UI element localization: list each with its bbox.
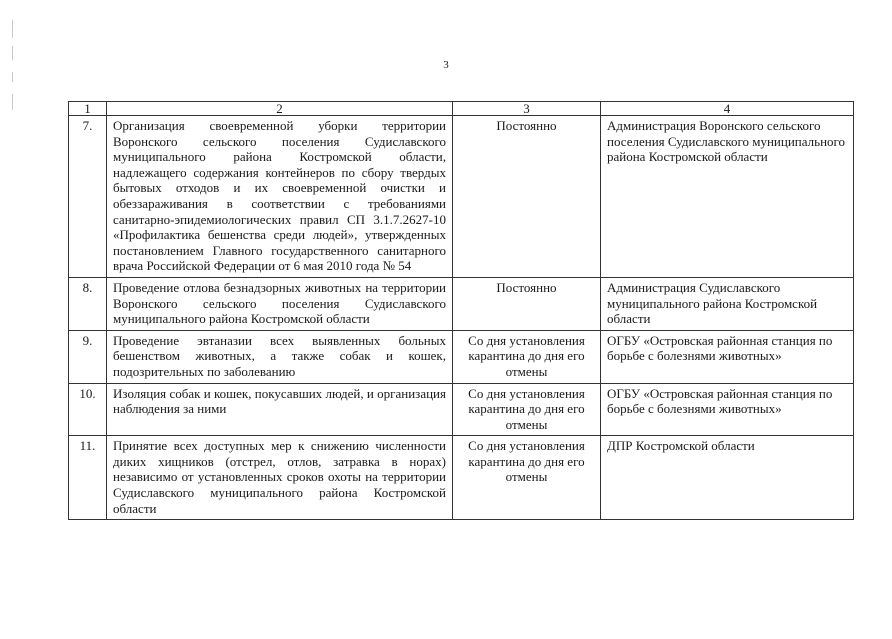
measure-term: Постоянно (453, 116, 601, 278)
column-header: 3 (453, 102, 601, 116)
table-row (69, 383, 854, 436)
table-header-row (69, 102, 854, 116)
measure-responsible: ОГБУ «Островская районная станция по борьбе с болезнями животных» (601, 383, 854, 436)
measure-term: Со дня установления карантина до дня его отмены (453, 436, 601, 520)
row-number: 7. (69, 116, 107, 278)
measure-term: Постоянно (453, 277, 601, 330)
row-number: 11. (69, 436, 107, 520)
measure-responsible: Администрация Судиславского муниципального района Костромской области (601, 277, 854, 330)
measure-description: Проведение отлова безнадзорных животных на территории Воронского сельского поселения Судиславского муниципального района Костромской области (107, 277, 453, 330)
measure-description: Проведение эвтаназии всех выявленных больных бешенством животных, а также собак и кошек, подозрительных по заболеванию (107, 330, 453, 383)
measure-term: Со дня установления карантина до дня его отмены (453, 330, 601, 383)
page-number: 3 (443, 59, 449, 71)
scan-margin-mark (12, 94, 13, 110)
measure-description: Изоляция собак и кошек, покусавших людей, и организация наблюдения за ними (107, 383, 453, 436)
column-header: 1 (69, 102, 107, 116)
scan-margin-mark (12, 20, 13, 38)
scan-margin-mark (12, 72, 13, 82)
row-number: 10. (69, 383, 107, 436)
table-row (69, 436, 854, 520)
column-header: 4 (601, 102, 854, 116)
row-number: 9. (69, 330, 107, 383)
measure-term: Со дня установления карантина до дня его отмены (453, 383, 601, 436)
measures-table (68, 101, 854, 520)
column-header: 2 (107, 102, 453, 116)
measure-description: Организация своевременной уборки территории Воронского сельского поселения Судиславского муниципального района Костромской области, надлежащего содержания контейнеров по сбору твердых бытовых отходов и их своевременной очистки и обеззараживания в соответствии с требованиями санитарно-эпидемиологических правил СП 3.1.7.2627-10 «Профилактика бешенства среди людей», утвержденных постановлением Главного государственного санитарного врача Российской Федерации от 6 мая 2010 года № 54 (107, 116, 453, 278)
measure-responsible: Администрация Воронского сельского поселения Судиславского муниципального района Костромской области (601, 116, 854, 278)
table-row (69, 116, 854, 278)
scan-margin-mark (12, 46, 13, 60)
measure-responsible: ОГБУ «Островская районная станция по борьбе с болезнями животных» (601, 330, 854, 383)
row-number: 8. (69, 277, 107, 330)
measure-description: Принятие всех доступных мер к снижению численности диких хищников (отстрел, отлов, затравка в норах) независимо от установленных сроков охоты на территории Судиславского муниципального района Костромской области (107, 436, 453, 520)
table-row (69, 277, 854, 330)
measure-responsible: ДПР Костромской области (601, 436, 854, 520)
table-row (69, 330, 854, 383)
